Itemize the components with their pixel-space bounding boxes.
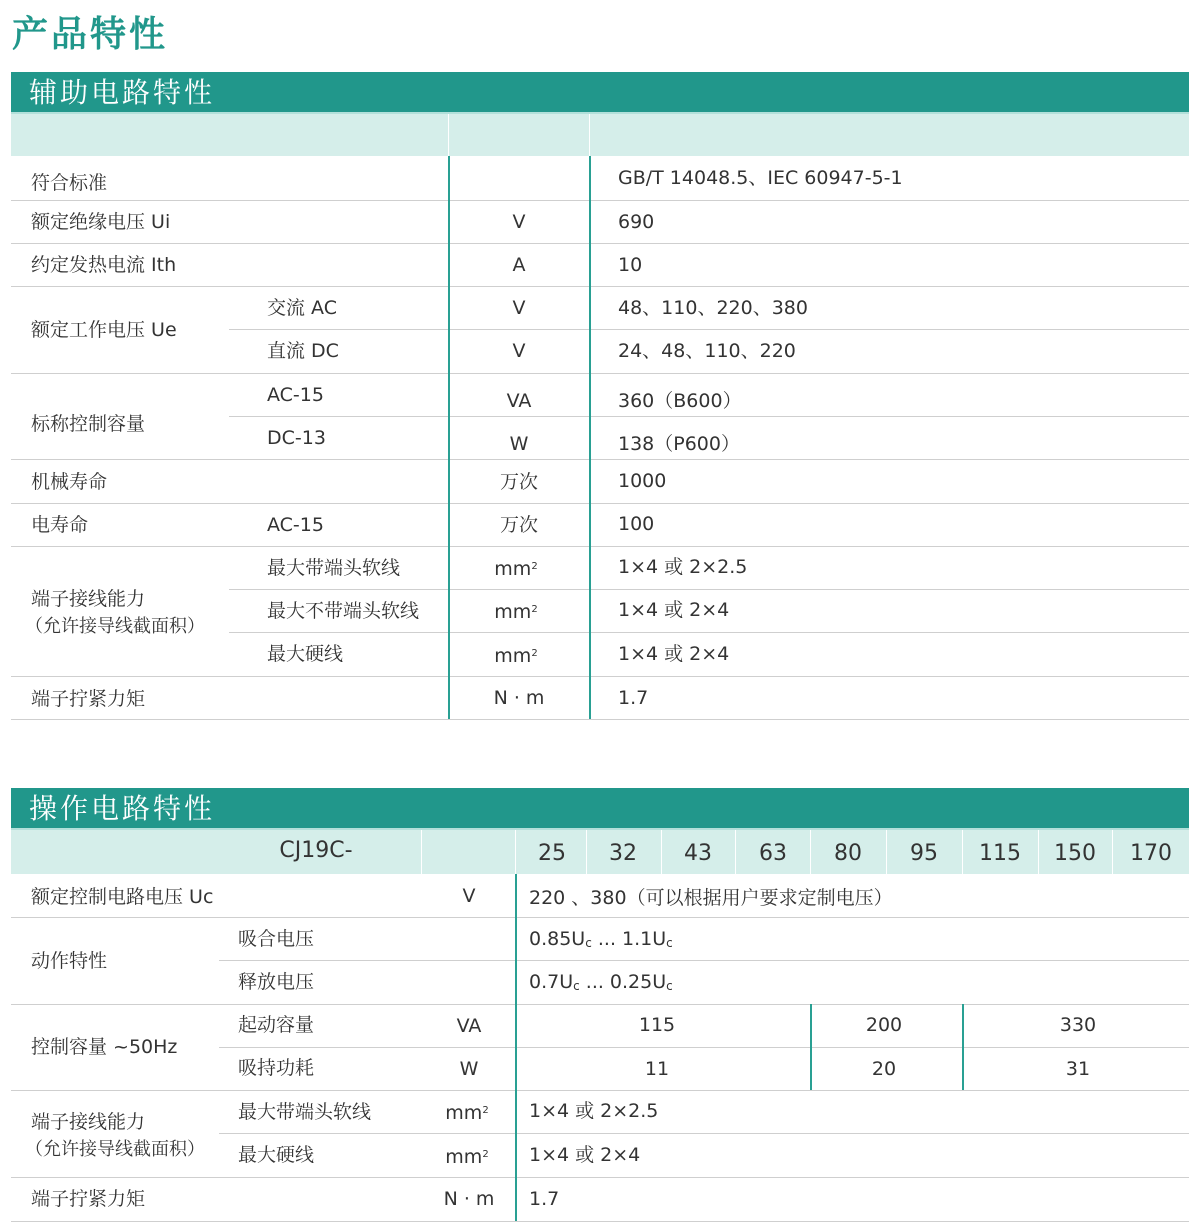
electrical-life-value: 100 [618, 513, 655, 535]
terminal-r3-unit: $mm^2$ [494, 645, 538, 667]
terminal-r1-label: 最大带端头软线 [267, 557, 401, 579]
model-prefix: CJ19C- [279, 838, 353, 863]
dc13-value: 138（P600） [618, 433, 740, 455]
op-torque-label: 端子拧紧力矩 [31, 1188, 146, 1210]
holding-power-label: 吸持功耗 [238, 1057, 315, 1079]
op-table [11, 830, 1189, 1222]
operating-voltage-dc-unit: V [512, 340, 526, 362]
operating-voltage-label: 额定工作电压 Ue [31, 319, 177, 341]
operating-voltage-dc-value: 24、48、110、220 [618, 340, 796, 362]
size-63: 63 [759, 841, 787, 866]
release-voltage-label: 释放电压 [238, 971, 315, 993]
dc13-label: DC-13 [267, 427, 326, 449]
op-terminal-capacity-label: 端子接线能力 [31, 1111, 146, 1133]
inrush-unit: VA [456, 1015, 482, 1037]
electrical-life-label: 电寿命 [31, 514, 89, 536]
size-150: 150 [1054, 841, 1096, 866]
op-torque-unit: N · m [443, 1188, 495, 1210]
size-32: 32 [609, 841, 637, 866]
torque-unit: N · m [493, 687, 545, 709]
terminal-r3-value: 1×4 或 2×4 [618, 643, 730, 665]
operating-voltage-ac-value: 48、110、220、380 [618, 297, 808, 319]
op-terminal-r1-value: 1×4 或 2×2.5 [529, 1100, 659, 1122]
insulation-voltage-label: 额定绝缘电压 Ui [31, 211, 171, 233]
op-terminal-r1-label: 最大带端头软线 [238, 1101, 372, 1123]
insulation-voltage-unit: V [512, 211, 526, 233]
inrush-value-3: 330 [1059, 1014, 1097, 1036]
size-43: 43 [684, 841, 712, 866]
op-terminal-r2-unit: $mm^2$ [445, 1146, 489, 1168]
standard-label: 符合标准 [31, 172, 108, 194]
ac15-unit: VA [506, 390, 532, 412]
size-95: 95 [910, 841, 938, 866]
holding-value-3: 31 [1065, 1058, 1091, 1080]
torque-label: 端子拧紧力矩 [31, 688, 146, 710]
operating-voltage-ac-label: 交流 AC [267, 297, 337, 319]
ac15-value: 360（B600） [618, 390, 742, 412]
operating-voltage-ac-unit: V [512, 297, 526, 319]
terminal-r2-value: 1×4 或 2×4 [618, 599, 730, 621]
terminal-r2-label: 最大不带端头软线 [267, 600, 420, 622]
aux-table [11, 114, 1189, 720]
size-25: 25 [538, 841, 566, 866]
terminal-r1-unit: $mm^2$ [494, 558, 538, 580]
standard-value: GB/T 14048.5、IEC 60947-5-1 [618, 167, 903, 189]
torque-value: 1.7 [618, 687, 649, 709]
control-voltage-label: 额定控制电路电压 Uc [31, 886, 214, 908]
control-capacity-label: 标称控制容量 [31, 413, 146, 435]
electrical-life-sub: AC-15 [267, 514, 324, 536]
control-voltage-value: 220 、380（可以根据用户要求定制电压） [529, 887, 893, 909]
holding-value-2: 20 [871, 1058, 897, 1080]
terminal-r1-value: 1×4 或 2×2.5 [618, 556, 748, 578]
aux-section-title: 辅助电路特性 [11, 72, 1189, 114]
terminal-r3-label: 最大硬线 [267, 643, 344, 665]
thermal-current-label: 约定发热电流 Ith [31, 254, 177, 276]
electrical-life-unit: 万次 [499, 514, 539, 536]
ac15-label: AC-15 [267, 384, 324, 406]
mechanical-life-unit: 万次 [499, 471, 539, 493]
op-section-title: 操作电路特性 [11, 788, 1189, 830]
aux-table-header [11, 114, 1189, 156]
op-terminal-capacity-note: （允许接导线截面积） [25, 1139, 205, 1160]
terminal-capacity-note: （允许接导线截面积） [25, 616, 205, 637]
page-title: 产品特性 [12, 14, 169, 55]
release-voltage-value: $0.7U_c$ ... $0.25U_c$ [529, 971, 673, 993]
action-characteristics-label: 动作特性 [31, 950, 108, 972]
thermal-current-value: 10 [618, 254, 643, 276]
inrush-value-1: 115 [638, 1014, 676, 1036]
terminal-r2-unit: $mm^2$ [494, 601, 538, 623]
holding-power-unit: W [459, 1058, 479, 1080]
insulation-voltage-value: 690 [618, 211, 655, 233]
size-80: 80 [834, 841, 862, 866]
operating-voltage-dc-label: 直流 DC [267, 340, 339, 362]
control-voltage-unit: V [462, 885, 476, 907]
op-torque-value: 1.7 [529, 1188, 560, 1210]
holding-value-1: 11 [644, 1058, 670, 1080]
control-capacity-50hz-label: 控制容量 ~50Hz [31, 1036, 178, 1058]
pickup-voltage-value: $0.85U_c$ ... $1.1U_c$ [529, 928, 673, 950]
op-terminal-r1-unit: $mm^2$ [445, 1102, 489, 1124]
mechanical-life-value: 1000 [618, 470, 667, 492]
op-terminal-r2-value: 1×4 或 2×4 [529, 1144, 641, 1166]
size-115: 115 [979, 841, 1021, 866]
op-terminal-r2-label: 最大硬线 [238, 1144, 315, 1166]
inrush-value-2: 200 [865, 1014, 903, 1036]
terminal-capacity-label: 端子接线能力 [31, 588, 146, 610]
dc13-unit: W [509, 433, 529, 455]
mechanical-life-label: 机械寿命 [31, 471, 108, 493]
size-170: 170 [1130, 841, 1172, 866]
pickup-voltage-label: 吸合电压 [238, 928, 315, 950]
inrush-label: 起动容量 [238, 1014, 315, 1036]
thermal-current-unit: A [512, 254, 526, 276]
